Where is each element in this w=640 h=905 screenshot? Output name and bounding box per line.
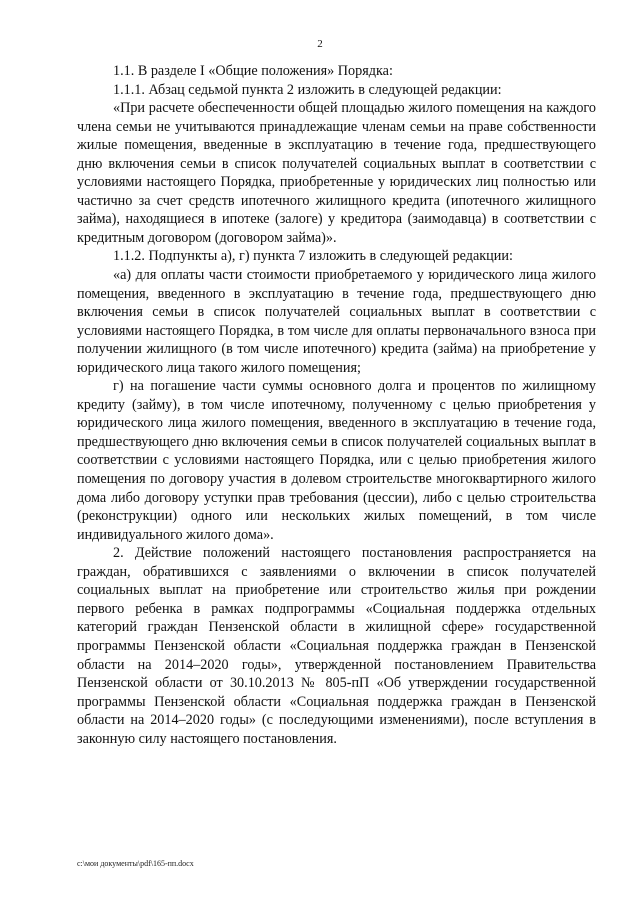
subpoint-g: г) на погашение части суммы основного долга и процентов по жилищному кредиту (займу), в том числе ипотечному, полученному с целью приобретения у юридического лица жилого помещения, введенного в эксплуатацию в течение года, предшествующего дню включения семьи в список получателей социальных выплат в соответствии с условиями настоящего Порядка, или с целью приобретения жилого помещения по договору участия в долевом строительстве многоквартирного жилого дома либо договору уступки прав требования (цессии), либо с целью строительства (реконструкции) одного или нескольких жилых помещений, в том числе индивидуального жилого дома». — [77, 378, 596, 543]
subclause-1-1-1: 1.1.1. Абзац седьмой пункта 2 изложить в следующей редакции: — [113, 81, 502, 98]
clause-2: 2. Действие положений настоящего постановления распространяется на граждан, обратившихся с заявлениями о включении в список получателей социальных выплат на приобретение или строительство жилья при рождении первого ребенка в рамках подпрограммы «Социальная поддержка отдельных категорий граждан Пензенской области в жилищной сфере» государственной программы Пензенской области «Социальная поддержка граждан в Пензенской области на 2014–2020 годы», утвержденной постановлением Правительства Пензенской области от 30.10.2013 № 805-пП «Об утверждении государственной программы Пензенской области «Социальная поддержка граждан в Пензенской области на 2014–2020 годы» (с последующими изменениями), после вступления в законную силу настоящего постановления. — [77, 545, 596, 747]
file-path-footer: c:\мои документы\pdf\165-пп.docx — [77, 859, 194, 868]
document-body — [77, 62, 596, 748]
subclause-1-1-2: 1.1.2. Подпункты а), г) пункта 7 изложить в следующей редакции: — [113, 248, 513, 265]
page-number: 2 — [317, 38, 323, 50]
quoted-paragraph-7: «При расчете обеспеченности общей площадью жилого помещения на каждого члена семьи не учитываются принадлежащие членам семьи на праве собственности жилые помещения, введенные в эксплуатацию в течение года, предшествующего дню включения семьи в список получателей социальных выплат в соответствии с условиями настоящего Порядка, приобретенные у юридических лиц полностью или частично за счет средств ипотечного жилищного кредита (ипотечного жилищного займа), находящиеся в ипотеке (залоге) у кредитора (заимодавца) в соответствии с кредитным договором (договором займа)». — [77, 100, 596, 246]
section-heading: 1.1. В разделе I «Общие положения» Порядка: — [113, 63, 393, 79]
subpoint-a: «а) для оплаты части стоимости приобретаемого у юридического лица жилого помещения, введенного в эксплуатацию в течение года, предшествующего дню включения семьи в список получателей социальных выплат в соответствии с условиями настоящего Порядка, в том числе для оплаты первоначального взноса при получении жилищного (в том числе ипотечного) кредита (займа) на приобретение у юридического лица такого жилого помещения; — [77, 267, 596, 376]
